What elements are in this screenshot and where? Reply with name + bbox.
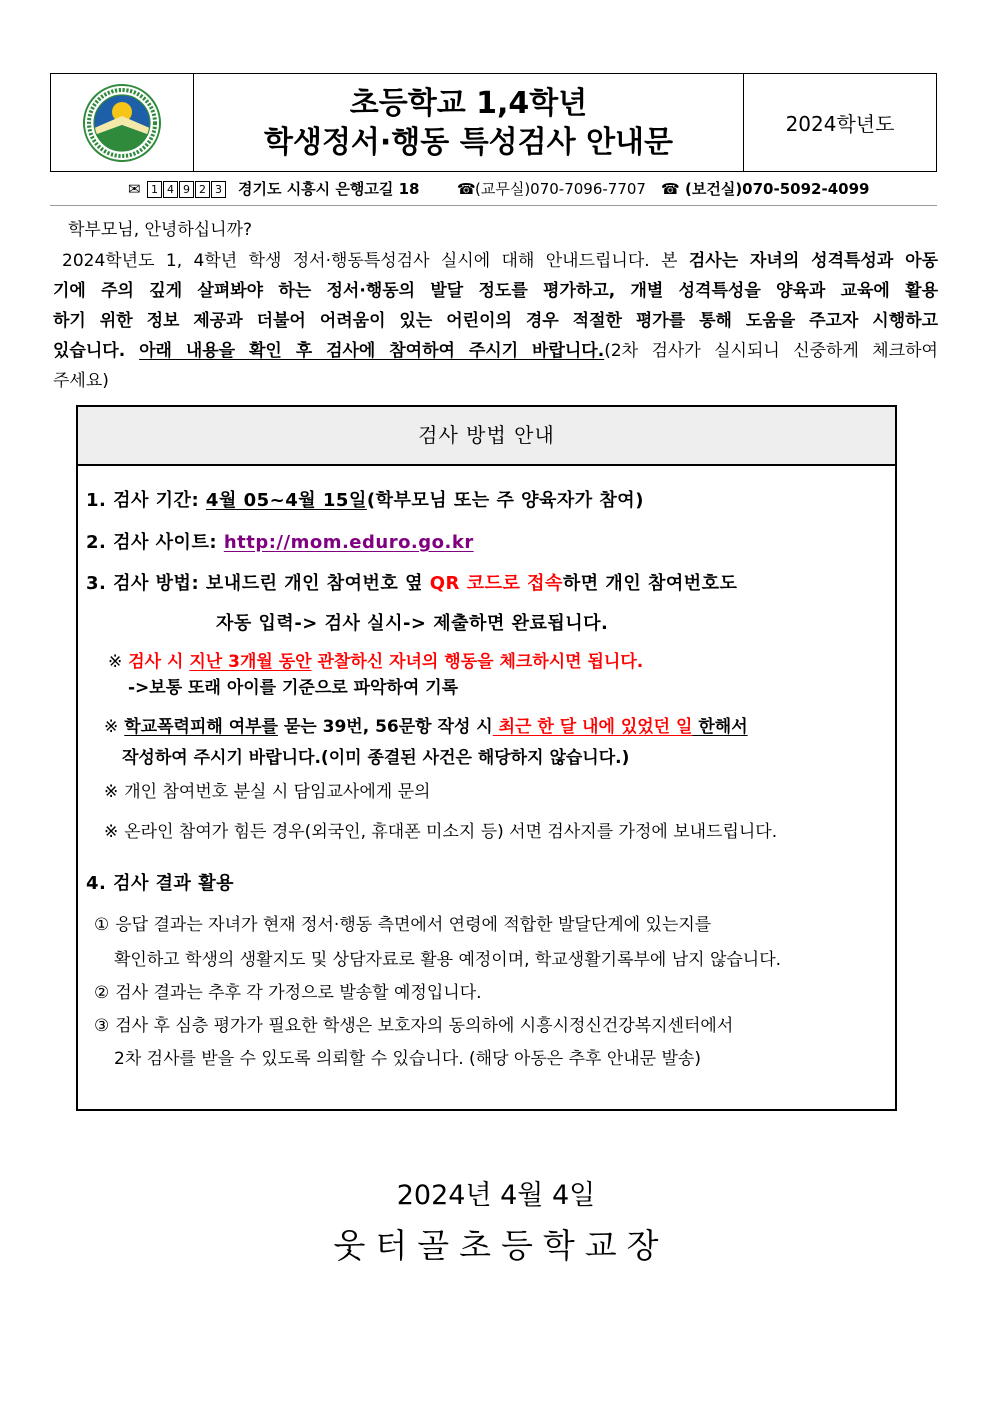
note-offline [104, 819, 777, 845]
title-line-2: 학생정서·행동 특성검사 안내문 [263, 125, 674, 160]
office-phone: (교무실)070-7096-7707 [475, 180, 646, 198]
result-item [94, 912, 711, 938]
health-office-phone: (보건실)070-5092-4099 [685, 180, 870, 198]
header-divider [50, 205, 937, 206]
note-offline-text: 온라인 참여가 힘든 경우(외국인, 휴대폰 미소지 등) 서면 검사지를 가정에 보내드립니다. [124, 822, 778, 842]
note-mark: ※ [108, 652, 123, 672]
note-violence-line2: 작성하여 주시기 바랍니다.(이미 종결된 사건은 해당하지 않습니다.) [122, 748, 630, 768]
street-address: 경기도 시흥시 은행고길 18 [238, 180, 420, 198]
how-steps: 자동 입력-> 검사 실시-> 제출하면 완료됩니다. [216, 613, 609, 634]
intro-line [53, 306, 938, 336]
postal-digit: 1 [147, 181, 162, 198]
note-observe-period: 지난 3개월 동안 [189, 652, 312, 672]
result-item [94, 1013, 733, 1039]
result-text: 검사 후 심층 평가가 필요한 학생은 보호자의 동의하에 시흥시정신건강복지센터에서 [115, 1016, 734, 1036]
telephone-icon [661, 178, 680, 200]
result-text-cont: 2차 검사를 받을 수 있도록 의뢰할 수 있습니다. (해당 아동은 추후 안내문 발송) [114, 1049, 701, 1069]
postal-digit: 3 [211, 181, 226, 198]
intro-text-bold: 기에 주의 깊게 살펴봐야 하는 정서·행동의 발달 정도를 평가하고, 개별 성격특성을 양육과 교육에 활용 [53, 281, 938, 301]
title-cell [194, 74, 744, 171]
intro-line [53, 246, 938, 276]
note-violence-lead: 학교폭력피해 여부를 [124, 717, 278, 737]
how-item [86, 571, 737, 597]
school-emblem-icon [82, 83, 162, 163]
site-label: 2. 검사 사이트: [86, 532, 224, 553]
intro-request-underlined: 아래 내용을 확인 후 검사에 참여하여 주시기 바랍니다. [139, 341, 605, 361]
method-box-title: 검사 방법 안내 [78, 407, 895, 466]
survey-site-link[interactable]: http://mom.eduro.go.kr [223, 532, 474, 553]
result-text: 응답 결과는 자녀가 현재 정서·행동 측면에서 연령에 적합한 발달단계에 있는지를 [115, 915, 712, 935]
period-value: 4월 05~4월 15일 [205, 490, 367, 511]
intro-line [53, 336, 938, 366]
intro-line [53, 366, 938, 396]
result-item [94, 980, 482, 1006]
intro-text: (2차 검사가 실시되니 신중하게 체크하여 [604, 341, 938, 361]
period-note: (학부모님 또는 주 양육자가 참여) [366, 490, 644, 511]
result-text-cont: 확인하고 학생의 생활지도 및 상담자료로 활용 예정이며, 학교생활기록부에 남지 않습니다. [114, 950, 782, 970]
result-mark: ② [94, 983, 110, 1003]
intro-text-bold: 하기 위한 정보 제공과 더불어 어려움이 있는 어린이의 경우 적절한 평가를 통해 도움을 주고자 시행하고 [53, 311, 938, 331]
method-box [76, 405, 897, 1111]
envelope-icon [128, 178, 141, 200]
note-violence-middle: 묻는 39번, 56문항 작성 시 [277, 717, 493, 737]
intro-text: 주세요) [53, 371, 109, 391]
period-label: 1. 검사 기간: [86, 490, 206, 511]
note-mark: ※ [104, 717, 119, 737]
note-violence-recent: 최근 한 달 내에 있었던 일 [492, 717, 693, 737]
result-mark: ① [94, 915, 110, 935]
result-text: 검사 결과는 추후 각 가정으로 발송할 예정입니다. [115, 983, 482, 1003]
postal-digit: 2 [195, 181, 210, 198]
note-observe-lead: 검사 시 [128, 652, 190, 672]
postal-digit: 4 [163, 181, 178, 198]
note-lost-text: 개인 참여번호 분실 시 담임교사에게 문의 [124, 782, 431, 802]
intro-text-bold: 있습니다. [53, 341, 140, 361]
intro-paragraph [53, 246, 938, 396]
greeting: 학부모님, 안녕하십니까? [68, 220, 253, 240]
note-observe-sub: ->보통 또래 아이를 기준으로 파악하여 기록 [128, 678, 459, 698]
telephone-icon [457, 178, 476, 200]
results-label: 4. 검사 결과 활용 [86, 873, 234, 894]
note-observe [108, 649, 643, 675]
how-label: 3. 검사 방법: 보내드린 개인 참여번호 옆 [86, 573, 430, 594]
principal-signature: 웃터골초등학교장 [333, 1226, 669, 1265]
header-table [50, 73, 937, 172]
note-observe-rest: 관찰하신 자녀의 행동을 체크하시면 됩니다. [311, 652, 644, 672]
postal-code [147, 178, 227, 200]
intro-text-bold: 검사는 자녀의 성격특성과 아동 [688, 251, 938, 271]
intro-text: 2024학년도 1, 4학년 학생 정서·행동특성검사 실시에 대해 안내드립니다. 본 [62, 251, 689, 271]
note-violence [104, 714, 748, 740]
result-mark: ③ [94, 1016, 110, 1036]
logo-cell [51, 74, 194, 171]
school-year: 2024학년도 [785, 112, 895, 136]
title-line-1: 초등학교 1,4학년 [349, 86, 588, 121]
note-lost [104, 779, 430, 805]
note-mark: ※ [104, 822, 119, 842]
period-item [86, 488, 644, 514]
how-rest: 하면 개인 참여번호도 [562, 573, 738, 594]
intro-line [53, 276, 938, 306]
qr-highlight: QR 코드로 접속 [429, 573, 563, 594]
note-violence-tail: 한해서 [692, 717, 748, 737]
note-mark: ※ [104, 782, 119, 802]
postal-digit: 9 [179, 181, 194, 198]
site-item [86, 530, 474, 556]
issue-date: 2024년 4월 4일 [396, 1180, 596, 1211]
